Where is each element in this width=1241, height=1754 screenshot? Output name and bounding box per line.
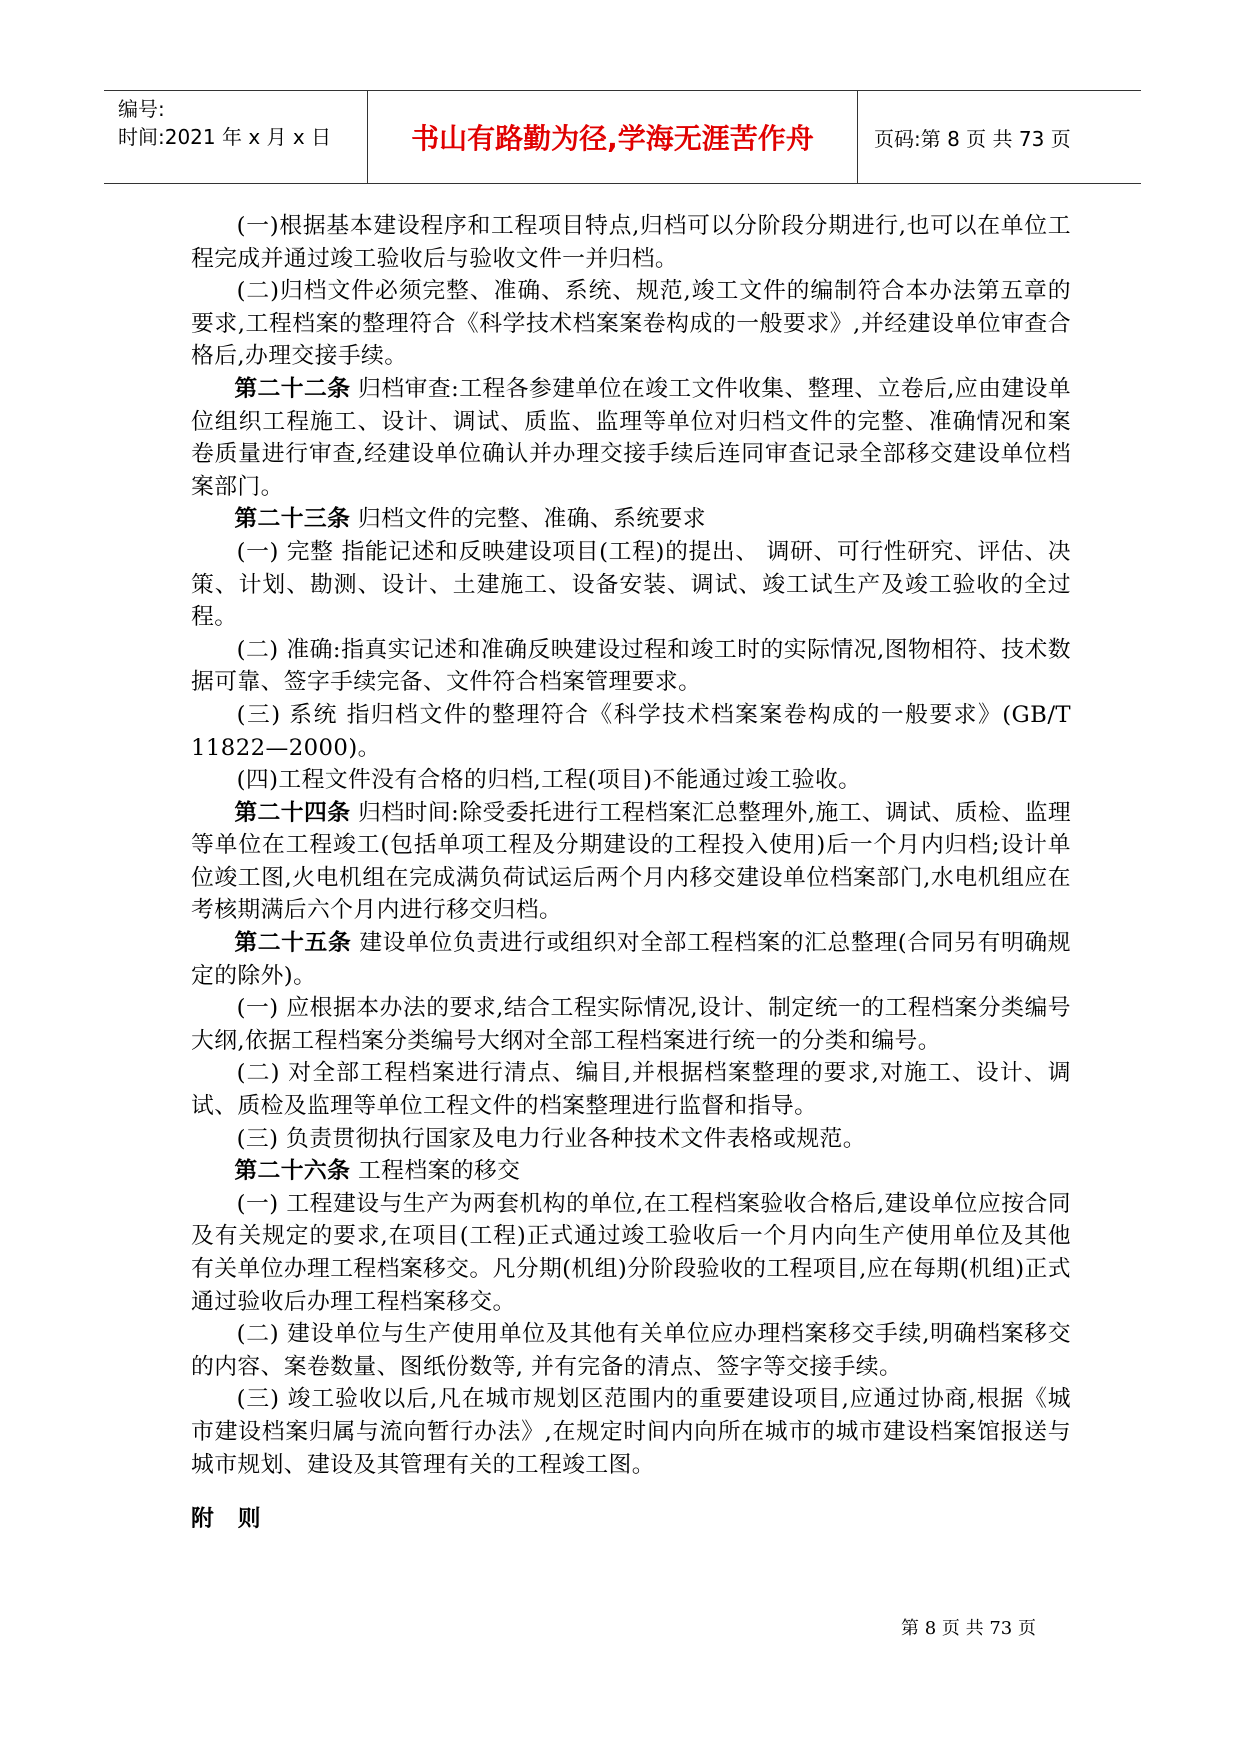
article-number: 第二十五条 [234,930,352,957]
paragraph-text: (一) 工程建设与生产为两套机构的单位,在工程档案验收合格后,建设单位应按合同及有关规定的要求,在项目(工程)正式通过竣工验收后一个月内向生产使用单位及其他有关单位办理工程档案移交。凡分期(机组)分阶段验收的工程项目,应在每期(机组)正式通过验收后办理工程档案移交。 [191,1190,1071,1315]
paragraph-text: (二) 建设单位与生产使用单位及其他有关单位应办理档案移交手续,明确档案移交的内容、案卷数量、图纸份数等, 并有完备的清点、签字等交接手续。 [191,1321,1071,1380]
header-page-cell [858,91,1141,183]
paragraph [191,1318,1071,1383]
paragraph-text: (三) 竣工验收以后,凡在城市规划区范围内的重要建设项目,应通过协商,根据《城市建设档案归属与流向暂行办法》,在规定时间内向所在城市的城市建设档案馆报送与城市规划、建设及其管理有关的工程竣工图。 [191,1386,1071,1478]
paragraph [191,210,1071,275]
header-motto: 书山有路勤为径,学海无涯苦作舟 [411,122,814,155]
paragraph [191,1383,1071,1481]
paragraph [191,503,1071,536]
article-number: 第二十六条 [234,1158,351,1185]
page-footer: 第 8 页 共 73 页 [901,1618,1036,1639]
paragraph-text: 建设单位负责进行或组织对全部工程档案的汇总整理(合同另有明确规定的除外)。 [191,930,1071,989]
paragraph-text: (二)归档文件必须完整、准确、系统、规范,竣工文件的编制符合本办法第五章的要求,工程档案的整理符合《科学技术档案案卷构成的一般要求》,并经建设单位审查合格后,办理交接手续。 [191,278,1071,370]
paragraph-text: (二) 对全部工程档案进行清点、编目,并根据档案整理的要求,对施工、设计、调试、质检及监理等单位工程文件的档案整理进行监督和指导。 [191,1060,1071,1120]
paragraph [191,1123,1071,1156]
paragraph [191,634,1071,699]
paragraph-text: 归档文件的完整、准确、系统要求 [350,506,706,533]
paragraph [191,699,1071,764]
header-meta [104,91,368,183]
paragraph [191,927,1071,992]
paragraph [191,1155,1071,1188]
paragraph-text: (三) 系统 指归档文件的整理符合《科学技术档案案卷构成的一般要求》(GB/T 11822—2000)。 [191,701,1071,761]
paragraph [191,536,1071,634]
article-number: 第二十三条 [234,506,351,533]
paragraph [191,764,1071,797]
paragraph-text: 归档时间:除受委托进行工程档案汇总整理外,施工、调试、质检、监理等单位在工程竣工(包括单项工程及分期建设的工程投入使用)后一个月内归档;设计单位竣工图,火电机组在完成满负荷试运后两个月内移交建设单位档案部门,水电机组应在考核期满后六个月内进行移交归档。 [191,799,1072,924]
paragraph-text: (一)根据基本建设程序和工程项目特点,归档可以分阶段分期进行,也可以在单位工程完成并通过竣工验收后与验收文件一并归档。 [191,213,1071,272]
paragraph [191,1188,1071,1318]
document-time-label: 时间:2021 年 x 月 x 日 [118,125,332,149]
header-page-number: 页码:第 8 页 共 73 页 [874,127,1071,151]
paragraph-text: (一) 应根据本办法的要求,结合工程实际情况,设计、制定统一的工程档案分类编号大纲,依据工程档案分类编号大纲对全部工程档案进行统一的分类和编号。 [191,995,1071,1054]
paragraph-text: 归档审查:工程各参建单位在竣工文件收集、整理、立卷后,应由建设单位组织工程施工、设计、调试、质监、监理等单位对归档文件的完整、准确情况和案卷质量进行审查,经建设单位确认并办理交接手续后连同审查记录全部移交建设单位档案部门。 [191,375,1072,500]
article-number: 第二十二条 [234,375,351,402]
article-number: 第二十四条 [234,799,351,826]
header-motto-cell [368,91,858,183]
paragraph-text: (一) 完整 指能记述和反映建设项目(工程)的提出、 调研、可行性研究、评估、决策、计划、勘测、设计、土建施工、设备安装、调试、竣工试生产及竣工验收的全过程。 [191,538,1071,631]
page-header [104,90,1141,184]
paragraph [191,797,1071,927]
document-number-label: 编号: [118,97,165,121]
paragraph [191,275,1071,373]
paragraph-text: (三) 负责贯彻执行国家及电力行业各种技术文件表格或规范。 [236,1125,866,1152]
paragraph [191,992,1071,1057]
paragraph-text: 工程档案的移交 [350,1158,521,1185]
paragraph-text: (四)工程文件没有合格的归档,工程(项目)不能通过竣工验收。 [236,767,862,794]
section-heading: 附 则 [191,1506,269,1533]
paragraph-text: (二) 准确:指真实记述和准确反映建设过程和竣工时的实际情况,图物相符、技术数据可靠、签字手续完备、文件符合档案管理要求。 [191,636,1071,696]
document-body [191,210,1071,1536]
paragraph [191,373,1071,503]
paragraph [191,1057,1071,1122]
